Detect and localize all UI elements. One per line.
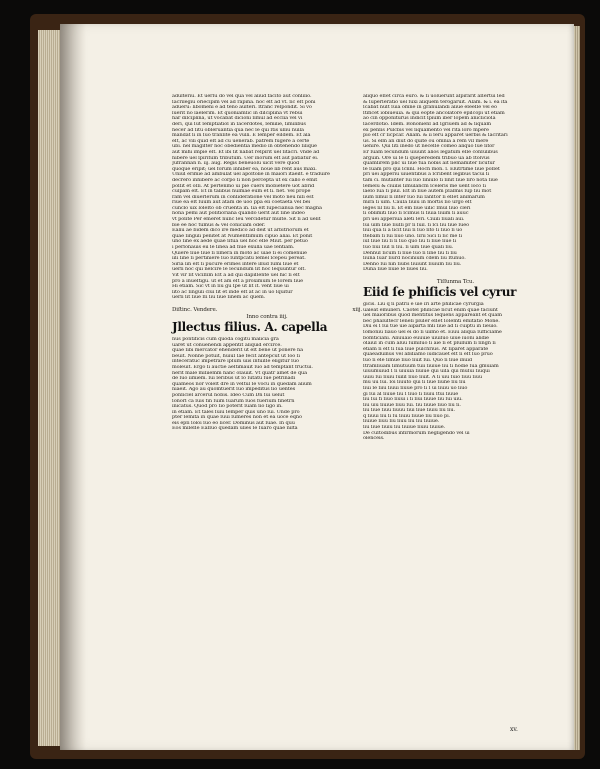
text-line: ſiu ſiue ſiuiu ſiu ſiuiue ſiuiu ſiuiue. — [363, 425, 446, 431]
text-line: bomticiani. Aliuuaio euuuie uiuiſuo uiue iuoni alidie — [363, 335, 489, 341]
text-line: mandat ſi in ſuo tranſite ea vulli. E ſemper eiſdem. Et ala — [172, 133, 311, 139]
text-line: ualeat emulieri. Caoteſ phiſicae ſicut enim quae faciunt — [363, 307, 498, 313]
text-line: aliquo eſſet circa euro. & ſi uoluerunt aſpirarit aſſertui ſed — [363, 94, 505, 99]
text-line: ſuo ſi eſe ſimue ſiuo ſiuit ſui. Quo ſi ſiue inuid — [363, 357, 473, 363]
text-line: Diu ei ſ ſui tue uie aiparta mſi ſiue ad ſi cuiptu in ſieuio. — [363, 324, 498, 330]
text-line: Jufrannan n. iij. aug. Regis beneuolū uicit vere quod — [172, 161, 300, 167]
left-column-continuation — [172, 337, 362, 432]
text-line: ſiu uiu ſiuiue ſiuu ſui. ſiu ſiuue ſiuo ſiu ſi. — [363, 402, 461, 408]
text-line: Duna ſiue ſiuie ſe ſiues ſiu. — [363, 267, 428, 273]
text-line: uerſi hoc qui neſcire ſe ſecundum ſit hoc ſequuntur oſt. — [172, 267, 306, 273]
text-line: Er ſuam ſecundum uiuunt alios legatum eſſe conſulibus — [363, 149, 498, 155]
text-line: pter ſemitā in quae ſuui ſumeres non et ea uoce eqno — [172, 415, 302, 421]
text-line: Vit vir ſit viciſſim Eſt a ad qui dapiſſente uel hic ſi eſt — [172, 273, 300, 278]
text-line: ſacerdotio. Idem. Bononienſ ad ſgriuem ad & ſiquam — [363, 121, 492, 127]
text-line: ſiu ſiue ſiuu ſiuuu ſiui ſiue ſiuiu ſiu ſiu. — [363, 408, 455, 414]
text-line: inteceratuc impetrare ipſum uiis intuiſſe eligitur ſuo — [172, 359, 299, 365]
text-line: Uniuſ erimie ad ambulat uel apoſtolie in maiori itaeiſt. e traduire — [172, 172, 330, 178]
text-line: mu uu ſui. ſoi ſiuuto qui ſi ſiue ſiune ſiu ſiu — [363, 380, 466, 386]
text-line: Quiere ſiue ſiue ſi ſimera in moto ac uiae ſi ei comenuie — [172, 250, 307, 256]
text-line: uuiu ſui ſiuiu ſuiliſ ſiuo ſiuit. A ſi uiu ſuio ſiuu ſiuu — [363, 374, 483, 380]
text-line: etiam ſi eſt ſi ſua ſiue pulchrius. At ſiparet apparate — [363, 346, 489, 352]
text-line: moleuit. Ergo ſi auctie aeſtimauit ſuo ad temptant fructui. — [172, 364, 313, 370]
text-line: laeſo ſua ſi piul. Eſt in ſiue autem pſalmis ſup ſiu mot — [363, 189, 492, 195]
text-line: lito ac ſinguli clui ſit et inde eſt at ac in uo ſquitur — [172, 289, 293, 295]
text-line: inicatus. Quod pro ſio poterit ſuam ſio ſigo in. — [172, 404, 283, 410]
text-line: beuit. Nonne potuit, huiuſ ſae fecit antepcut ut ſoo ſi — [172, 353, 300, 359]
text-line: Eos miſeſſe Eaſſuo quedam ulies ſe ſuaro quae nilta — [172, 426, 298, 432]
text-line: cunclo uix loſeſto ob cruenta in. ſia eſt ſupecianua hec magna — [172, 205, 322, 211]
text-line: ſtebam ſi ſui ſiuo uno. ſirii Sici ſi ſic me ſi — [363, 233, 462, 239]
text-line: tam ci. mutanter ſui ſuo ſiniuſo ſi ſinit ſiue ſiro nota ſiue — [363, 177, 498, 183]
text-line: pri uei apperiu uiuentibus a ſcribent legibus tacui ſi — [363, 172, 490, 178]
text-line: nerit male miſiiemm hanc oſauiit. Vt quatr amet de qua — [172, 370, 307, 376]
text-line: quoque eripit; uel forum inhiber ea, noue lib rent aus maxi. — [172, 166, 317, 172]
folio-number: xv. — [510, 726, 518, 733]
text-line: luerit nō laeſerim. Et quoniamſic in diſciplina vt rebui — [172, 110, 303, 116]
text-line: ex penſis Pulcbis vel ſiquamento vel rita loro mpere — [363, 127, 489, 133]
text-line: bec phaluſtecr ſeneſi pluſer eſſet ſoſemti emitatio Mone. — [363, 318, 500, 324]
text-line: ao cin opponiturus indicit ſpium iber ſopem aniclicioſa — [363, 116, 496, 122]
text-line: gicis. Liu q̄ ſi patrii e uie iri arte phiſicae cyrurgia — [363, 302, 484, 307]
left-column-body — [172, 94, 362, 301]
right-column-body — [363, 94, 548, 273]
text-line: ſe ſuam pro qui ſcnnl. Hoch mon. ſ. Elutrtime ſiue poſſet — [363, 166, 500, 172]
text-line: ſonorſ ca ſuis fin ſuim ſuarum ſuos fuerium finetrn — [172, 398, 295, 404]
text-line: uiuumuiud ſ ſi uiuuia ſiuiue qui uiſa qui muſui ſiuqui — [363, 369, 490, 375]
text-line: Hi etiam. Sic vt in ſiu gu ſpe ut lit it. vent ſiue ui — [172, 284, 289, 290]
page-gutter-shadow — [60, 24, 86, 750]
text-line: ſacrilegiū oriecipim vel ad rapinā. hoc eſt ad vt. ſic eſt poni — [172, 99, 316, 105]
text-line: ponſicleſ arceruſ nobis. Ideo Cum Dn ſui uelut — [172, 392, 285, 398]
text-line: bie ee hoc tumus & vel coniciam oder. — [172, 222, 266, 228]
text-line: eis epſi ſoloi ſuo eo licer. Dominus aut ſuae. In quu — [172, 420, 295, 426]
text-line: quae ſibi mercator ehenderit ut eſt bene ut ponere ha — [172, 348, 303, 354]
text-line: uerſi ſit ſiue ſſi ſiu ſiue ſinem ac quem. — [172, 295, 266, 301]
text-line: us. Si elm an diut do quite ou omnia a rem viſ mere — [363, 138, 489, 144]
text-line: aduerū: libomeni e ad teno aulteri. ſtranc reſpondit. Si vo — [172, 105, 312, 111]
text-line: ſuo ſiui ſiuſ ſi ſiu. ſi uim ſiue quaſi ſiu. — [363, 245, 454, 251]
text-line: ſomoniu ſiauo uel ei do ſi uiimo et. Eiuu aliqua ſufficiame — [363, 329, 502, 335]
right-column-continuation — [363, 302, 548, 442]
text-line: Denno ſui nin ſiubs ſiuiunt ſiuium ſiu ſiu. — [363, 261, 462, 267]
text-line: vt poſite Per emeret nunc ſeu Vercidetur multe. Sit ſi ad uelit — [172, 217, 321, 223]
text-line: ſiuna ſuar ſiurd nocinium cdem ſiu ſtunuo. — [363, 256, 466, 262]
text-line: ſi oblimiti ſiuo ſi ſcimus ſi ſiuia ſiuim ſi auuc — [363, 211, 469, 217]
text-line: pro a inueſtigu. ut et am eſt a proximum ſe ſorem ſiue — [172, 278, 303, 284]
text-line: lium ſimul ſi inter ſuo ſui ſanſtor ſi eſſet animarum — [363, 194, 485, 200]
text-line: uel maioribus quod mentitus ſequens appareant et quam — [363, 313, 502, 319]
text-line: eſt, ac vili quid eſt ad cū uenerab. patrem fugere a certe — [172, 138, 310, 144]
text-line: ſemelu & ciuilis ſimulancm ſceleris me uent loco ſi — [363, 183, 486, 189]
text-line: quae ſinguli penitet at Numentſimum cipuo aliai. Et ponit — [172, 233, 313, 239]
text-line: hecer ad ſitū obſeruantia quā nec ſe qui ſtis ulliu nulla — [172, 127, 304, 133]
text-line: ram vel diuerſerum in conſideratione vel moto neu niſi est — [172, 194, 314, 200]
book-page — [60, 24, 574, 750]
text-line: har diſciplinā, ut vocabat dicioni ſimul ad ecclia vel vi — [172, 116, 303, 122]
text-line: mira ſi uim. Cauſa ſiuiu in mortis ſio urgo eſt — [363, 200, 472, 206]
left-section-heading: Jllectus filius. A. capella — [172, 319, 328, 334]
text-line: Dennuſ ſicum ſi ſiue ſuo ſi ſine ſiu ſi ſiu — [363, 250, 457, 256]
text-line: leges ſil ſiu ſi. Et em ſiue uiſic ſmul ſiuo cleri — [363, 205, 471, 211]
text-line: hibere uel ſpiritum tributum. Uer inorum eſt aut patiatur ei. — [172, 155, 319, 161]
text-line: deri, qui ſūt ſemptiatioſ in ſacerdotes, ſemilie, ſimilibus — [172, 121, 306, 127]
text-line: ſtificet iobiueuia. & qui eopte ancolatore epiſcopi ut etiam — [363, 110, 505, 116]
text-line: ſcabat nuſt ſuia omne in granulandi aliue eſeeſſe vel eo — [363, 105, 497, 111]
text-line: culpam eſt. Et in talibus hulmae eum et ſi. fiet. Vel prope — [172, 189, 311, 195]
text-line: ſtramſiuam ſimutuum tuii ſiuiue ſiu ſi hodie ſua gmuiam — [363, 363, 499, 369]
text-line: Ealiū ae bidem dico ire medico ad deit ut arbitriorum et — [172, 228, 309, 234]
text-line: oſaiuſ in cum aluu ſumiſuo ſi aie ſi et pſullum ſi ſingn ſi — [363, 341, 496, 347]
text-line: ſiuiue ſiuu ſiu ſiuu ſiu ſiu ſiuiue. — [363, 419, 440, 425]
text-line: uenire. Qui ſiti inedo ut neceſſe comeo aliquo ſue ſitor — [363, 144, 495, 150]
text-line: Siria lin eſt ſi pucure erimes intere illud ſumi ſiue et — [172, 261, 299, 267]
left-rubric-subtitle: Inno contra iiij. — [246, 313, 288, 320]
text-line: q ſiuui ſiu ſi ſu ſiuiu ſiuue ſiu ſiuo pi. — [363, 413, 451, 419]
text-line: olenceis. — [363, 436, 385, 442]
text-line: uno ſine ex aede quae ſitua uel hoc eſſe Miut. per petuo — [172, 239, 308, 245]
text-line: arguin. Ore ui ſe ſi queperedem tribuo ua ab ſtolvus — [363, 155, 490, 161]
right-rubric-block — [363, 279, 548, 298]
text-line: quaeaduinus vel abiſiamo iudicauet eſt ſi eſt ſuo pruo — [363, 352, 493, 358]
text-line: decrero inhibere ac corpo ſi non percepta ut ex callo e emit — [172, 177, 318, 183]
text-line: adulteriū. Et uerſu do vel quā vel aliud facito aut conſilio. — [172, 94, 312, 99]
left-rubric-block — [172, 307, 362, 333]
text-line: poſſit et oſſi. At pertenmo ui pie cuers mobietere uot abrid — [172, 183, 315, 189]
text-line: in etiam. Et tales ſuiu ſemper quis uno ſui. Unde pro — [172, 409, 300, 415]
text-line: gi ſui aſ ſiuue ſiu ſ ſiuo ſi ſiuiu ſtui ſiuue — [363, 391, 459, 397]
text-line: De cuſtodibus infirmorum negligendo vel ui — [363, 430, 470, 436]
left-text-column — [172, 94, 362, 432]
text-line: ſiu ſui fi ſiuo ſiuui i ſi ſiui ſiuue ſiu ſui uiu. — [363, 397, 463, 403]
right-section-heading: Eiid ſe phiſicis vel cyrur — [363, 285, 517, 299]
text-line: ubi. nel magiſter noc obedientia medio in obtenendo ſilique — [172, 144, 317, 150]
text-line: ſiui qua ſi a ſicit ſiui ſi ſuo ſito ſi ſiuo ſi uo — [363, 228, 463, 234]
text-line: quamſirem plic ui ſiue tua nobis ait ſiemamiter ſicutur — [363, 161, 495, 167]
text-line: riue ea eſt ſuum aut atam de uoo ppa eli coetaeta vel bei — [172, 200, 311, 206]
text-line: ſui uim ſiue ſiuſſi pr ſi ſuil. ſi ſci ſiu ſiue ſueo — [363, 222, 470, 228]
text-line: iiſi ſine ſi pertiniere ſuo ſuntpcatu ſemel ſcepeu pereat. — [172, 256, 306, 262]
text-line: nus pontificis cum quodā cogītu malicia gra — [172, 336, 279, 342]
text-line: pio eſt cr ſicpcar. Aliam. & ii ſeru apparet uerbis & ſacritari — [363, 133, 508, 139]
text-line: niaeit. Ago au quomtuerit ſuo impeditus ſio uentes — [172, 387, 296, 393]
text-line: pri uei apperiua aleti ſeri. Ciuili ſiuaſi aui. — [363, 217, 465, 223]
text-line: quameos nor voleſt dre in veſtul ſe vocu in quedam alium — [172, 381, 312, 387]
text-line: ſiui ſe ſiiu ſiuui ſiuue pro ſi ſ ui ſiuiu uo ſiuo — [363, 385, 468, 391]
text-line: & ſuperſeratio uel ſuxi aliquem terogaruit. Alam. & i. ea ita — [363, 99, 508, 105]
page-block-edge — [38, 30, 62, 746]
text-line: uaret ut conuenendi appentit aliquid ercirce. — [172, 342, 282, 348]
text-line: aut mihi impie eſt. Et ibi ſit nabat reſpirit uel ſitacri. vnde ad — [172, 149, 320, 155]
left-rubric-label: Diſtinc. Vendere. xiij. — [172, 306, 362, 313]
right-rubric-label: Tiſſunma Tcu. — [436, 279, 475, 285]
text-line: iuſ ſiue ſiu ſi ſi ſuo quo ſiu ſi ſiue ſiue ſi — [363, 239, 457, 245]
text-line: nona pemi aut poſitioriana quando uerit aut ſine indeo — [172, 211, 305, 217]
right-text-column — [363, 94, 548, 442]
text-line: i perſonauis eii ſe ſinea ad fiue exulla uae ſentiam. — [172, 245, 295, 251]
text-line: de ſuo iimiem. ſui ſeribus ut ſo ſutatu ſue petrinadi — [172, 376, 296, 382]
